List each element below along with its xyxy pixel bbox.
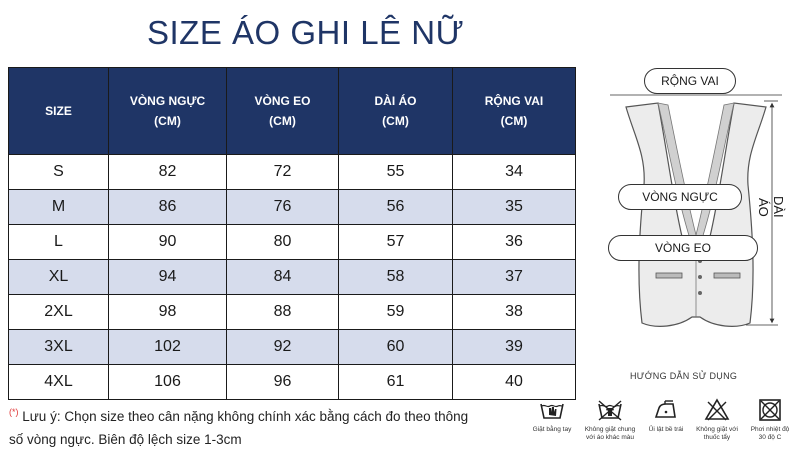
cell-waist: 72: [227, 155, 339, 190]
cell-size: 3XL: [9, 330, 109, 365]
cell-length: 61: [339, 365, 453, 400]
cell-waist: 80: [227, 225, 339, 260]
cell-shoulder: 39: [453, 330, 576, 365]
care-title: HƯỚNG DẪN SỬ DỤNG: [630, 371, 738, 381]
table-row: [9, 295, 576, 330]
vest-button: [698, 291, 702, 295]
care-label: Không giặt với thuốc tẩy: [696, 426, 738, 441]
cell-shoulder: 38: [453, 295, 576, 330]
cell-shoulder: 40: [453, 365, 576, 400]
cell-size: L: [9, 225, 109, 260]
note-marker: (*): [9, 407, 19, 417]
length-label: DÀI ÁO: [756, 196, 786, 218]
no-wash-with-different-colors-icon: [597, 398, 623, 422]
cell-size: M: [9, 190, 109, 225]
cell-chest: 94: [109, 260, 227, 295]
hand-wash-icon: [539, 398, 565, 422]
cell-size: 4XL: [9, 365, 109, 400]
care-label: Giặt bằng tay: [532, 426, 572, 433]
size-table: [8, 67, 576, 400]
iron-reverse-side-icon: [653, 398, 679, 422]
table-row: [9, 190, 576, 225]
care-item-no-bleach: [687, 398, 747, 442]
cell-chest: 102: [109, 330, 227, 365]
table-row: [9, 365, 576, 400]
cell-waist: 92: [227, 330, 339, 365]
care-item-dry-temp: [740, 398, 800, 442]
cell-shoulder: 36: [453, 225, 576, 260]
cell-length: 56: [339, 190, 453, 225]
vest-pocket: [714, 273, 740, 278]
table-row: [9, 330, 576, 365]
care-item-hand-wash: [522, 398, 582, 434]
cell-shoulder: 35: [453, 190, 576, 225]
cell-waist: 84: [227, 260, 339, 295]
header-shoulder: RỘNG VAI (CM): [453, 68, 576, 155]
care-label: Ủi lật bề trái: [648, 426, 684, 433]
vest-measurement-diagram: [596, 55, 796, 345]
cell-chest: 90: [109, 225, 227, 260]
cell-size: 2XL: [9, 295, 109, 330]
cell-waist: 96: [227, 365, 339, 400]
cell-chest: 82: [109, 155, 227, 190]
table-row: [9, 260, 576, 295]
care-label: Không giặt chung với áo khác màu: [584, 426, 636, 441]
cell-shoulder: 37: [453, 260, 576, 295]
table-row: [9, 225, 576, 260]
cell-length: 57: [339, 225, 453, 260]
page-title: SIZE ÁO GHI LÊ NỮ: [147, 14, 465, 51]
cell-size: S: [9, 155, 109, 190]
header-chest: VÒNG NGỰC (CM): [109, 68, 227, 155]
table-header-row: [9, 68, 576, 155]
vest-button: [698, 275, 702, 279]
cell-shoulder: 34: [453, 155, 576, 190]
dry-below-30-icon: [757, 398, 783, 422]
shoulder-label: RỘNG VAI: [644, 68, 736, 94]
cell-chest: 98: [109, 295, 227, 330]
cell-chest: 106: [109, 365, 227, 400]
table-row: [9, 155, 576, 190]
cell-length: 59: [339, 295, 453, 330]
cell-length: 55: [339, 155, 453, 190]
vest-pocket: [656, 273, 682, 278]
care-item-no-mixed-colors: [580, 398, 640, 442]
size-note: [9, 405, 479, 451]
cell-waist: 88: [227, 295, 339, 330]
header-size: SIZE: [9, 68, 109, 155]
header-waist: VÒNG EO (CM): [227, 68, 339, 155]
no-bleach-icon: [704, 398, 730, 422]
note-text: Lưu ý: Chọn size theo cân nặng không chính xác bằng cách đo theo thông số vòng ngực. Biên độ lệch size 1-3cm: [9, 409, 469, 447]
cell-length: 60: [339, 330, 453, 365]
cell-waist: 76: [227, 190, 339, 225]
cell-chest: 86: [109, 190, 227, 225]
cell-length: 58: [339, 260, 453, 295]
cell-size: XL: [9, 260, 109, 295]
waist-label: VÒNG EO: [608, 235, 758, 261]
chest-label: VÒNG NGỰC: [618, 184, 742, 210]
header-length: DÀI ÁO (CM): [339, 68, 453, 155]
care-label: Phơi nhiệt độ 30 độ C: [750, 426, 790, 441]
